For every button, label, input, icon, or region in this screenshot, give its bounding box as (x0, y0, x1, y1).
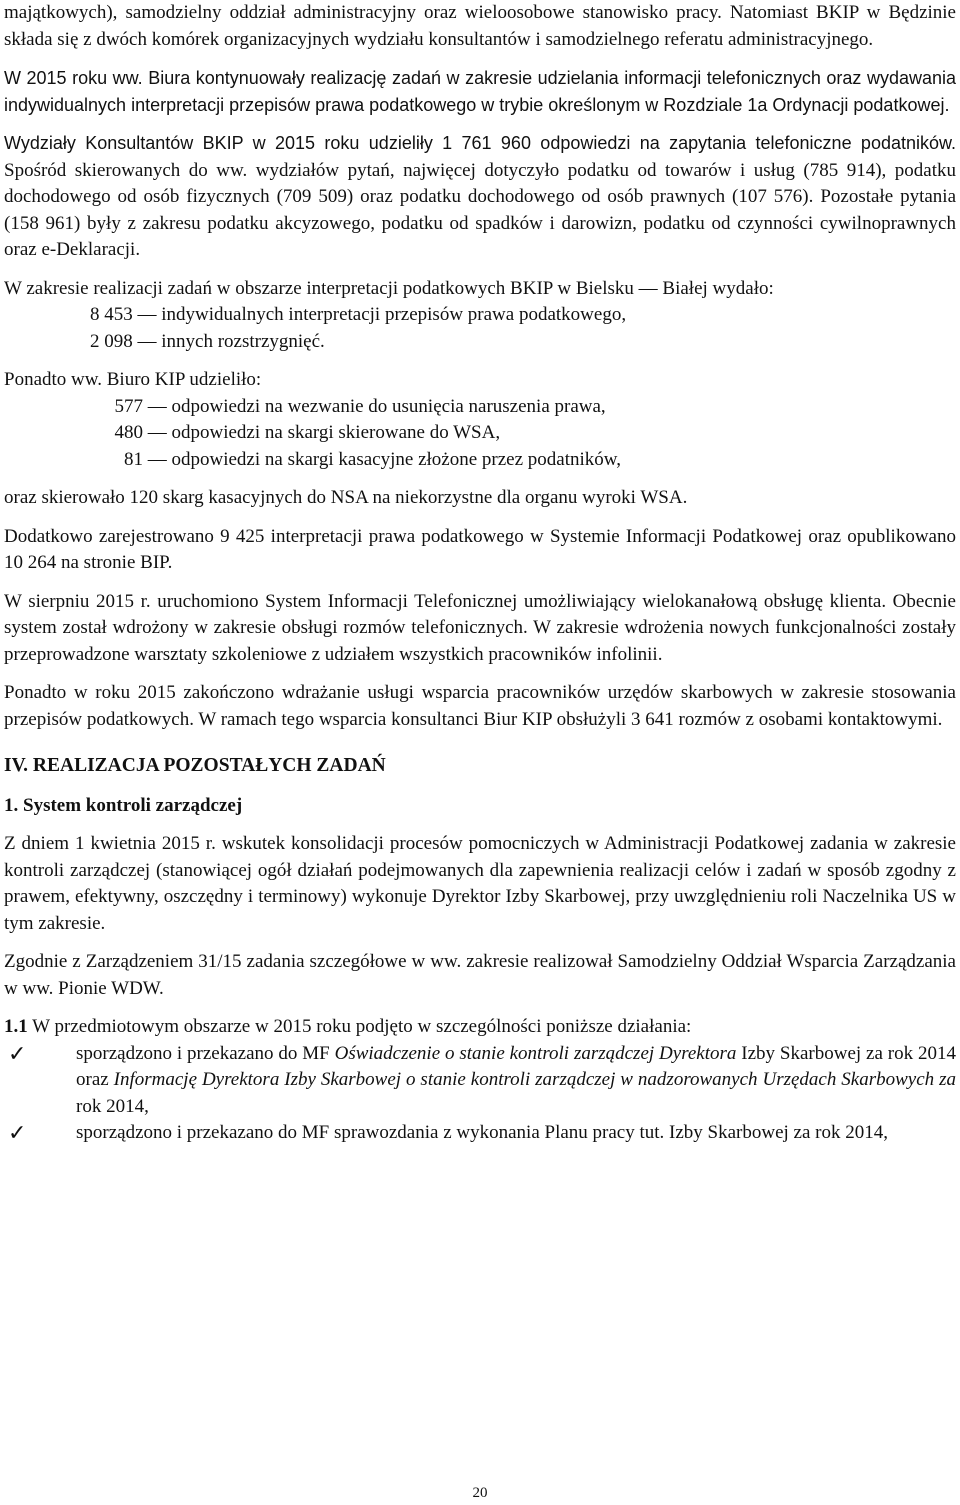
paragraph-bureau-intro: Ponadto ww. Biuro KIP udzieliło: (4, 369, 262, 390)
paragraph-registered-interpretations: Dodatkowo zarejestrowano 9 425 interpretacji prawa podatkowego w Systemie Informacji Podatkowej oraz opublikowano 10 264 na stronie BIP. (4, 525, 956, 573)
list-item (96, 394, 956, 421)
list-item (96, 420, 956, 447)
list-item-text: ― odpowiedzi na skargi kasacyjne złożone przez podatników, (147, 448, 622, 470)
paragraph-interpretations-intro: W zakresie realizacji zadań w obszarze interpretacji podatkowych BKIP w Bielsku ― Białej wydało: (4, 277, 774, 299)
paragraph-consultant-answers (4, 130, 956, 264)
paragraph-regulation: Zgodnie z Zarządzeniem 31/15 zadania szczegółowe w ww. zakresie realizował Samodzielny Oddział Wsparcia Zarządzania w ww. Pionie WDW. (4, 951, 956, 999)
answers-list (4, 394, 956, 474)
paragraph-bkip-tasks: W 2015 roku ww. Biura kontynuowały realizację zadań w zakresie udzielania informacji telefonicznych oraz wydawania indywidualnych interpretacji przepisów prawa podatkowego w trybie określonym w Rozdziale 1a Ordynacji podatkowej. (4, 68, 956, 115)
check-mark-icon: ✓ (8, 1120, 27, 1145)
paragraph-nsa-complaints: oraz skierowało 120 skarg kasacyjnych do NSA na niekorzystne dla organu wyroki WSA. (4, 487, 688, 508)
list-item-number: 480 (114, 422, 143, 443)
subsection-heading: 1. System kontroli zarządczej (4, 795, 243, 816)
checklist-italic-text: Oświadczenie o stanie kontroli zarządczej Dyrektora (334, 1042, 737, 1064)
section-heading: IV. REALIZACJA POZOSTAŁYCH ZADAŃ (4, 755, 386, 776)
point-text: W przedmiotowym obszarze w 2015 roku podjęto w szczególności poniższe działania: (27, 1016, 692, 1037)
answers-breakdown-text: Spośród skierowanych do ww. wydziałów pytań, najwięcej dotyczyło podatku od towarów i usług (785 914), podatku dochodowego od osób fizycznych (709 509) oraz podatku dochodowego od osób prawnych (107 576). Pozostałe pytania (158 961) były z zakresu podatku akcyzowego, podatku od spadków i darowizn, podatku od czynności cywilnoprawnych oraz e-Deklaracji. (4, 159, 956, 260)
page-number: 20 (472, 1485, 488, 1501)
checklist-text: sporządzono i przekazano do MF sprawozdania z wykonania Planu pracy tut. Izby Skarbowej za rok 2014, (76, 1122, 888, 1143)
checklist-item (4, 1120, 956, 1147)
answers-count-text: Wydziały Konsultantów BKIP w 2015 roku udzieliły 1 761 960 odpowiedzi na zapytania telefoniczne podatników. (4, 133, 956, 153)
checklist-item (4, 1041, 956, 1121)
paragraph-phone-system: W sierpniu 2015 r. uruchomiono System Informacji Telefonicznej umożliwiający wielokanałową obsługę klienta. Obecnie system został wdrożony w zakresie obsługi rozmów telefonicznych. W zakresie wdrożenia nowych funkcjonalności zostały przeprowadzone warsztaty szkoleniowe z udziałem wszystkich pracowników infolinii. (4, 590, 956, 665)
paragraph-point-1-1 (4, 1014, 956, 1041)
check-mark-icon: ✓ (8, 1040, 27, 1066)
paragraph-support-service: Ponadto w roku 2015 zakończono wdrażanie usługi wsparcia pracowników urzędów skarbowych w zakresie stosowania przepisów podatkowych. W ramach tego wsparcia konsultanci Biur KIP obsłużyli 3 641 rozmów z osobami kontaktowymi. (4, 682, 956, 730)
checklist-italic-text: Informację Dyrektora Izby Skarbowej o stanie kontroli zarządczej w nadzorowanych Urzędach Skarbowych za (113, 1069, 956, 1090)
list-item-number: 577 (114, 395, 143, 417)
paragraph-offices-structure: majątkowych), samodzielny oddział administracyjny oraz wieloosobowe stanowisko pracy. Natomiast BKIP w Będzinie składa się z dwóch komórek organizacyjnych wydziału konsultantów i samodzielnego referatu administracyjnego. (4, 2, 956, 50)
list-item: 2 098 ― innych rozstrzygnięć. (90, 330, 325, 352)
list-item (96, 447, 956, 474)
point-number: 1.1 (4, 1016, 28, 1037)
interpretations-list (4, 302, 956, 355)
list-item-text: ― odpowiedzi na skargi skierowane do WSA, (147, 422, 501, 443)
list-item-number: 81 (124, 448, 143, 470)
list-item-text: ― odpowiedzi na wezwanie do usunięcia naruszenia prawa, (147, 395, 606, 417)
checklist-text: Izby Skarbowej za rok 2014 oraz (76, 1042, 956, 1090)
paragraph-management-control: Z dniem 1 kwietnia 2015 r. wskutek konsolidacji procesów pomocniczych w Administracji Podatkowej zadania w zakresie kontroli zarządczej (stanowiącej ogół działań podejmowanych dla zapewnienia realizacji celów i zadań w sposób zgodny z prawem, efektywny, oszczędny i terminowy) wykonuje Dyrektor Izby Skarbowej, przy uwzględnieniu roli Naczelnika US w tym zakresie. (4, 833, 956, 934)
checklist-text: sporządzono i przekazano do MF (76, 1042, 335, 1064)
list-item: 8 453 ― indywidualnych interpretacji przepisów prawa podatkowego, (90, 304, 627, 325)
checklist-text: rok 2014, (76, 1095, 149, 1117)
